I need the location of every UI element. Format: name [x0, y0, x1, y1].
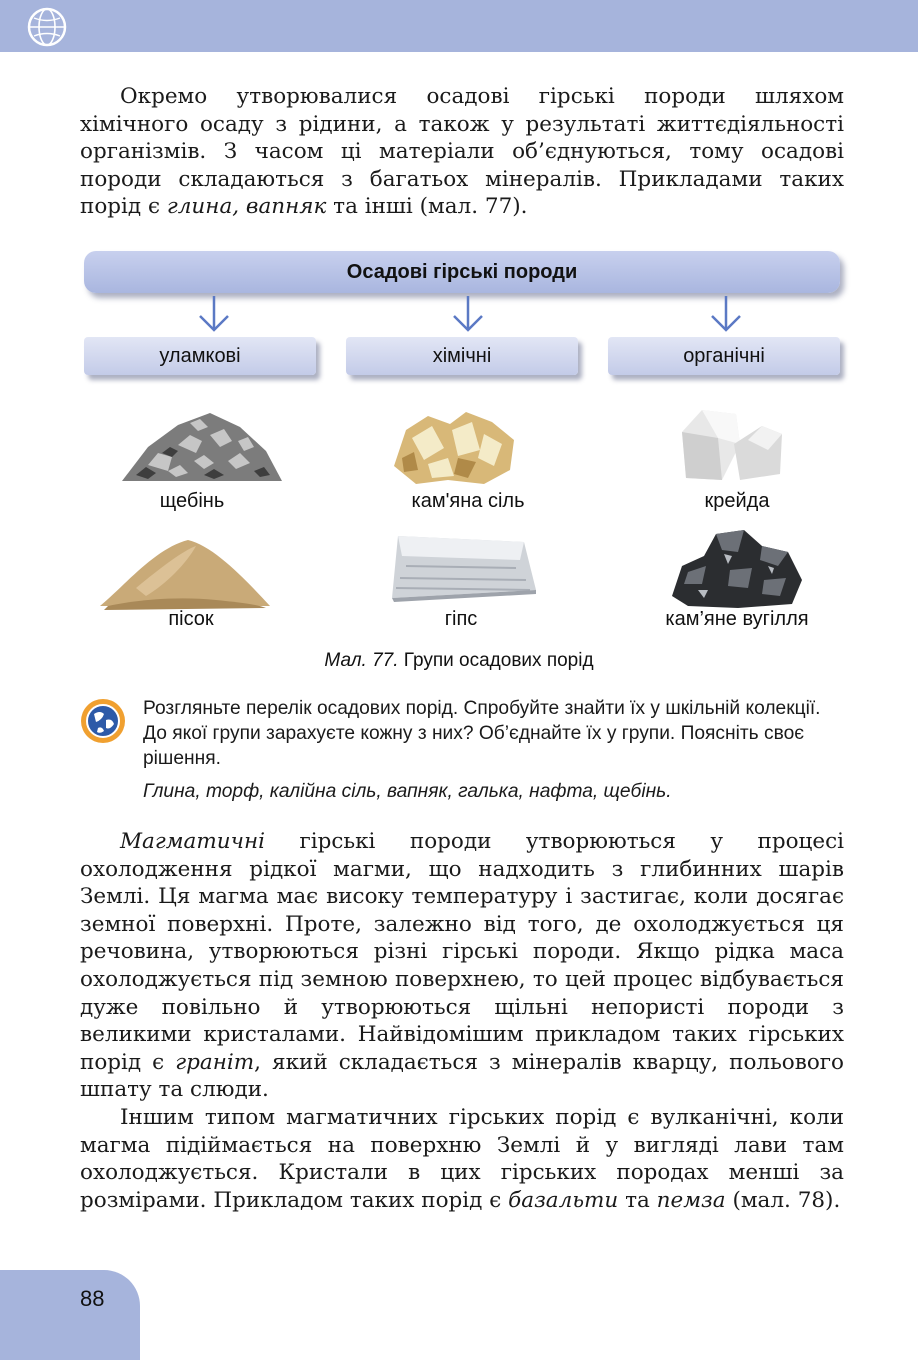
task-text: Розгляньте перелік осадових порід. Спробуйте знайти їх у шкільній колекції. До якої групи зарахуєте кожну з них? Об’єднайте їх у групи. Поясніть своє рішення. [143, 698, 821, 769]
rock-label-rock-salt: кам'яна сіль [411, 490, 525, 512]
category-chemical: хімічні [346, 337, 578, 375]
chalk-image [678, 404, 786, 484]
rock-label-crushed-stone: щебінь [159, 490, 225, 512]
example-granite: граніт [175, 1049, 255, 1075]
rock-label-gypsum: гіпс [444, 608, 478, 630]
page-number: 88 [80, 1286, 105, 1311]
rock-salt-image [388, 408, 520, 486]
task-rock-list: Глина, торф, калійна сіль, вапняк, галька, нафта, щебінь. [143, 781, 672, 802]
intro-paragraph: Окремо утворювалися осадові гірські породи шляхом хімічного осаду з рідини, а також у результаті життєдіяльності організмів. З часом ці матеріали об’єднуються, тому осадові породи складаються з багатьох мінералів. Прикладами таких порід є глина, вапняк та інші (мал. 77). [80, 84, 844, 220]
arrow-down-icon [451, 296, 485, 334]
figure-caption: Мал. 77. Групи осадових порід [324, 650, 594, 671]
sand-image [96, 530, 274, 614]
rock-label-chalk: крейда [704, 490, 770, 512]
rock-label-coal: кам’яне вугілля [665, 608, 809, 630]
header-band [0, 0, 918, 52]
magmatic-paragraphs: Магматичні гірські породи утворюються у процесі охолодження рідкої магми, що надходить з глибинних шарів Землі. Ця магма має високу температуру і застигає, коли досягає земної поверхні. Проте, залежно від того, де охолоджується ця речовина, утворюються різні гірські породи. Якщо рідка маса охолоджується під земною поверхнею, то цей процес відбувається дуже повільно й утворюються щільні непористі породи з великими кристалами. Найвідомішим прикладом таких гірських порід є граніт, який складається з мінералів кварцу, польового шпату та слюди. Іншим типом магматичних гірських порід є вулканічні, коли магма підіймається на поверхню Землі й у вигляді лави там охолоджується. Кристали в цих гірських породах менші за розмірами. Прикладом таких порід є базальти та пемза (мал. 78). [80, 829, 844, 1213]
diagram-title: Осадові гірські породи [84, 251, 840, 293]
arrow-down-icon [197, 296, 231, 334]
globe-task-icon [80, 698, 126, 744]
example-basalt: базальти [508, 1187, 619, 1213]
globe-icon [26, 6, 68, 48]
arrow-down-icon [709, 296, 743, 334]
crushed-stone-image [118, 405, 286, 485]
term-magmatic: Магматичні [120, 829, 265, 854]
gypsum-image [386, 532, 538, 602]
category-organic: органічні [608, 337, 840, 375]
category-clastic: уламкові [84, 337, 316, 375]
coal-image [668, 526, 806, 610]
rock-label-sand: пісок [168, 608, 214, 630]
intro-examples: глина, вапняк [166, 194, 327, 220]
page-number-tab [0, 1270, 140, 1360]
example-pumice: пемза [656, 1187, 726, 1213]
